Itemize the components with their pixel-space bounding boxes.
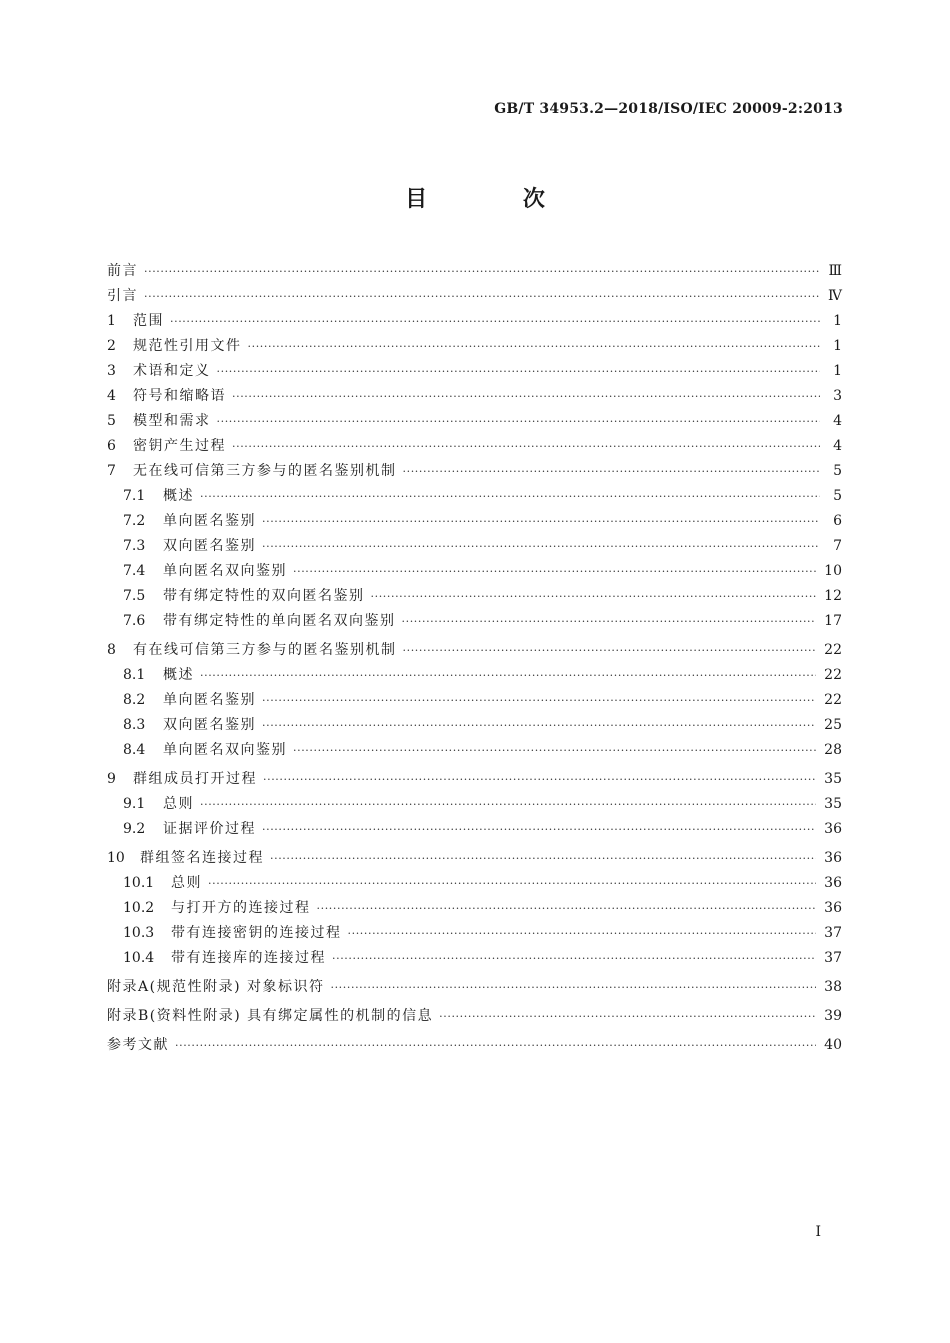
toc-subentry[interactable] xyxy=(107,584,842,609)
toc-entry-text: 带有连接密钥的连接过程 xyxy=(171,925,342,941)
toc-entry-text: 单向匿名双向鉴别 xyxy=(163,742,287,758)
toc-entry-number: 8.2 xyxy=(123,692,146,708)
dot-leader xyxy=(248,334,821,359)
dot-leader xyxy=(439,1004,816,1029)
toc-entry-number: 3 xyxy=(107,363,116,379)
toc-entry-number: 9.2 xyxy=(123,821,146,837)
toc-entry-number: 8.1 xyxy=(123,667,146,683)
toc-entry-page: 28 xyxy=(824,742,842,758)
toc-subentry[interactable] xyxy=(107,534,842,559)
toc-entry-text: 双向匿名鉴别 xyxy=(163,717,256,733)
toc-entry-text: 引言 xyxy=(107,288,138,304)
dot-leader xyxy=(332,946,816,971)
dot-leader xyxy=(262,688,816,713)
toc-entry-page: 36 xyxy=(824,850,842,866)
toc-entry-text: 附录A(规范性附录) 对象标识符 xyxy=(107,979,325,995)
toc-subentry[interactable] xyxy=(107,871,842,896)
dot-leader xyxy=(144,259,820,284)
toc-entry-text: 总则 xyxy=(163,796,194,812)
toc-entry-number: 7.3 xyxy=(123,538,146,554)
toc-entry-number: 8.4 xyxy=(123,742,146,758)
toc-entry-page: 36 xyxy=(824,875,842,891)
dot-leader xyxy=(217,359,821,384)
dot-leader xyxy=(371,584,817,609)
toc-entry-number: 9 xyxy=(107,771,116,787)
toc-entry-number: 7.5 xyxy=(123,588,146,604)
toc-entry-page: 22 xyxy=(824,642,842,658)
toc-entry-number: 4 xyxy=(107,388,116,404)
toc-entry[interactable] xyxy=(107,846,842,871)
toc-entry-page: 12 xyxy=(824,588,842,604)
toc-entry-page: 25 xyxy=(824,717,842,733)
toc-entry-text: 群组成员打开过程 xyxy=(133,771,257,787)
toc-entry-page: 35 xyxy=(824,796,842,812)
toc-entry-page: 4 xyxy=(833,413,842,429)
toc-entry-number: 10.2 xyxy=(123,900,155,916)
toc-entry-text: 参考文献 xyxy=(107,1037,169,1053)
dot-leader xyxy=(263,767,816,792)
toc-subentry[interactable] xyxy=(107,817,842,842)
dot-leader xyxy=(217,409,821,434)
toc-entry-number: 8.3 xyxy=(123,717,146,733)
page-number: I xyxy=(815,1224,821,1240)
toc-subentry[interactable] xyxy=(107,609,842,634)
toc-entry-text: 群组签名连接过程 xyxy=(140,850,264,866)
toc-entry-text: 与打开方的连接过程 xyxy=(171,900,311,916)
toc-entry-text: 总则 xyxy=(171,875,202,891)
toc-subentry[interactable] xyxy=(107,946,842,971)
toc-entry[interactable] xyxy=(107,409,842,434)
toc-entry-page: 22 xyxy=(824,692,842,708)
toc-entry-number: 7.4 xyxy=(123,563,146,579)
dot-leader xyxy=(200,663,816,688)
toc-entry-text: 附录B(资料性附录) 具有绑定属性的机制的信息 xyxy=(107,1008,434,1024)
toc-entry[interactable] xyxy=(107,309,842,334)
toc-entry-foreword[interactable] xyxy=(107,259,842,284)
dot-leader xyxy=(262,713,816,738)
toc-entry-text: 证据评价过程 xyxy=(163,821,256,837)
toc-entry-text: 带有绑定特性的双向匿名鉴别 xyxy=(163,588,365,604)
standard-number: GB/T 34953.2—2018/ISO/IEC 20009-2:2013 xyxy=(494,101,843,117)
toc-subentry[interactable] xyxy=(107,738,842,763)
toc-entry-page: 17 xyxy=(824,613,842,629)
toc-entry-text: 单向匿名鉴别 xyxy=(163,692,256,708)
toc-entry-page: 39 xyxy=(824,1008,842,1024)
toc-entry-page: 5 xyxy=(833,463,842,479)
dot-leader xyxy=(144,284,820,309)
toc-subentry[interactable] xyxy=(107,559,842,584)
dot-leader xyxy=(262,509,820,534)
toc-entry-text: 前言 xyxy=(107,263,138,279)
toc-entry-number: 7 xyxy=(107,463,116,479)
toc-subentry[interactable] xyxy=(107,921,842,946)
dot-leader xyxy=(232,384,820,409)
toc-entry[interactable] xyxy=(107,434,842,459)
toc-subentry[interactable] xyxy=(107,663,842,688)
toc-entry-annex-a[interactable] xyxy=(107,975,842,1000)
toc-entry-text: 概述 xyxy=(163,488,194,504)
dot-leader xyxy=(270,846,816,871)
toc-entry[interactable] xyxy=(107,334,842,359)
toc-entry-page: 36 xyxy=(824,821,842,837)
toc-entry-bibliography[interactable] xyxy=(107,1033,842,1058)
toc-entry-page: 35 xyxy=(824,771,842,787)
toc-entry-text: 术语和定义 xyxy=(133,363,211,379)
toc-entry-text: 密钥产生过程 xyxy=(133,438,226,454)
toc-entry-number: 7.2 xyxy=(123,513,146,529)
toc-entry-text: 单向匿名鉴别 xyxy=(163,513,256,529)
toc-entry[interactable] xyxy=(107,384,842,409)
dot-leader xyxy=(200,484,820,509)
toc-subentry[interactable] xyxy=(107,792,842,817)
dot-leader xyxy=(262,534,820,559)
toc-entry-text: 带有连接库的连接过程 xyxy=(171,950,326,966)
toc-entry[interactable] xyxy=(107,638,842,663)
toc-entry-number: 10.1 xyxy=(123,875,155,891)
toc-entry-number: 6 xyxy=(107,438,116,454)
dot-leader xyxy=(200,792,816,817)
toc-entry-introduction[interactable] xyxy=(107,284,842,309)
toc-entry-page: 1 xyxy=(833,338,842,354)
toc-entry-text: 规范性引用文件 xyxy=(133,338,242,354)
toc-entry-text: 单向匿名双向鉴别 xyxy=(163,563,287,579)
toc-entry-text: 有在线可信第三方参与的匿名鉴别机制 xyxy=(133,642,397,658)
toc-entry-page: 36 xyxy=(824,900,842,916)
toc-entry-number: 1 xyxy=(107,313,116,329)
page-title: 目 次 xyxy=(405,186,589,212)
toc-entry-page: 38 xyxy=(824,979,842,995)
toc-subentry[interactable] xyxy=(107,688,842,713)
toc-entry-page: 37 xyxy=(824,950,842,966)
toc-entry-page: 10 xyxy=(824,563,842,579)
table-of-contents xyxy=(107,259,842,1058)
toc-subentry[interactable] xyxy=(107,484,842,509)
dot-leader xyxy=(402,609,817,634)
toc-subentry[interactable] xyxy=(107,509,842,534)
toc-entry-number: 2 xyxy=(107,338,116,354)
toc-entry[interactable] xyxy=(107,459,842,484)
dot-leader xyxy=(293,559,816,584)
toc-entry-page: 7 xyxy=(833,538,842,554)
toc-entry-number: 10.3 xyxy=(123,925,155,941)
toc-entry[interactable] xyxy=(107,359,842,384)
toc-entry-number: 7.1 xyxy=(123,488,146,504)
toc-entry-text: 双向匿名鉴别 xyxy=(163,538,256,554)
toc-entry-page: 3 xyxy=(833,388,842,404)
dot-leader xyxy=(232,434,820,459)
toc-subentry[interactable] xyxy=(107,896,842,921)
toc-entry-page: 1 xyxy=(833,313,842,329)
toc-entry-page: 4 xyxy=(833,438,842,454)
toc-entry-text: 无在线可信第三方参与的匿名鉴别机制 xyxy=(133,463,397,479)
toc-entry-page: 6 xyxy=(833,513,842,529)
toc-entry[interactable] xyxy=(107,767,842,792)
toc-entry-page: 5 xyxy=(833,488,842,504)
dot-leader xyxy=(208,871,816,896)
toc-entry-page: 40 xyxy=(824,1037,842,1053)
toc-entry-text: 范围 xyxy=(133,313,164,329)
dot-leader xyxy=(317,896,817,921)
toc-entry-number: 5 xyxy=(107,413,116,429)
toc-entry-number: 9.1 xyxy=(123,796,146,812)
toc-entry-number: 7.6 xyxy=(123,613,146,629)
dot-leader xyxy=(403,459,821,484)
toc-entry-number: 10.4 xyxy=(123,950,155,966)
toc-entry-text: 符号和缩略语 xyxy=(133,388,226,404)
dot-leader xyxy=(175,1033,816,1058)
dot-leader xyxy=(330,975,816,1000)
toc-entry-page: Ⅳ xyxy=(828,288,842,304)
dot-leader xyxy=(170,309,820,334)
toc-entry-text: 带有绑定特性的单向匿名双向鉴别 xyxy=(163,613,396,629)
toc-entry-number: 10 xyxy=(107,850,125,866)
dot-leader xyxy=(348,921,817,946)
toc-entry-page: 22 xyxy=(824,667,842,683)
dot-leader xyxy=(403,638,817,663)
toc-entry-annex-b[interactable] xyxy=(107,1004,842,1029)
toc-subentry[interactable] xyxy=(107,713,842,738)
toc-entry-page: 1 xyxy=(833,363,842,379)
toc-entry-text: 模型和需求 xyxy=(133,413,211,429)
dot-leader xyxy=(262,817,816,842)
toc-entry-page: Ⅲ xyxy=(828,263,842,279)
dot-leader xyxy=(293,738,816,763)
toc-entry-text: 概述 xyxy=(163,667,194,683)
toc-entry-number: 8 xyxy=(107,642,116,658)
toc-entry-page: 37 xyxy=(824,925,842,941)
